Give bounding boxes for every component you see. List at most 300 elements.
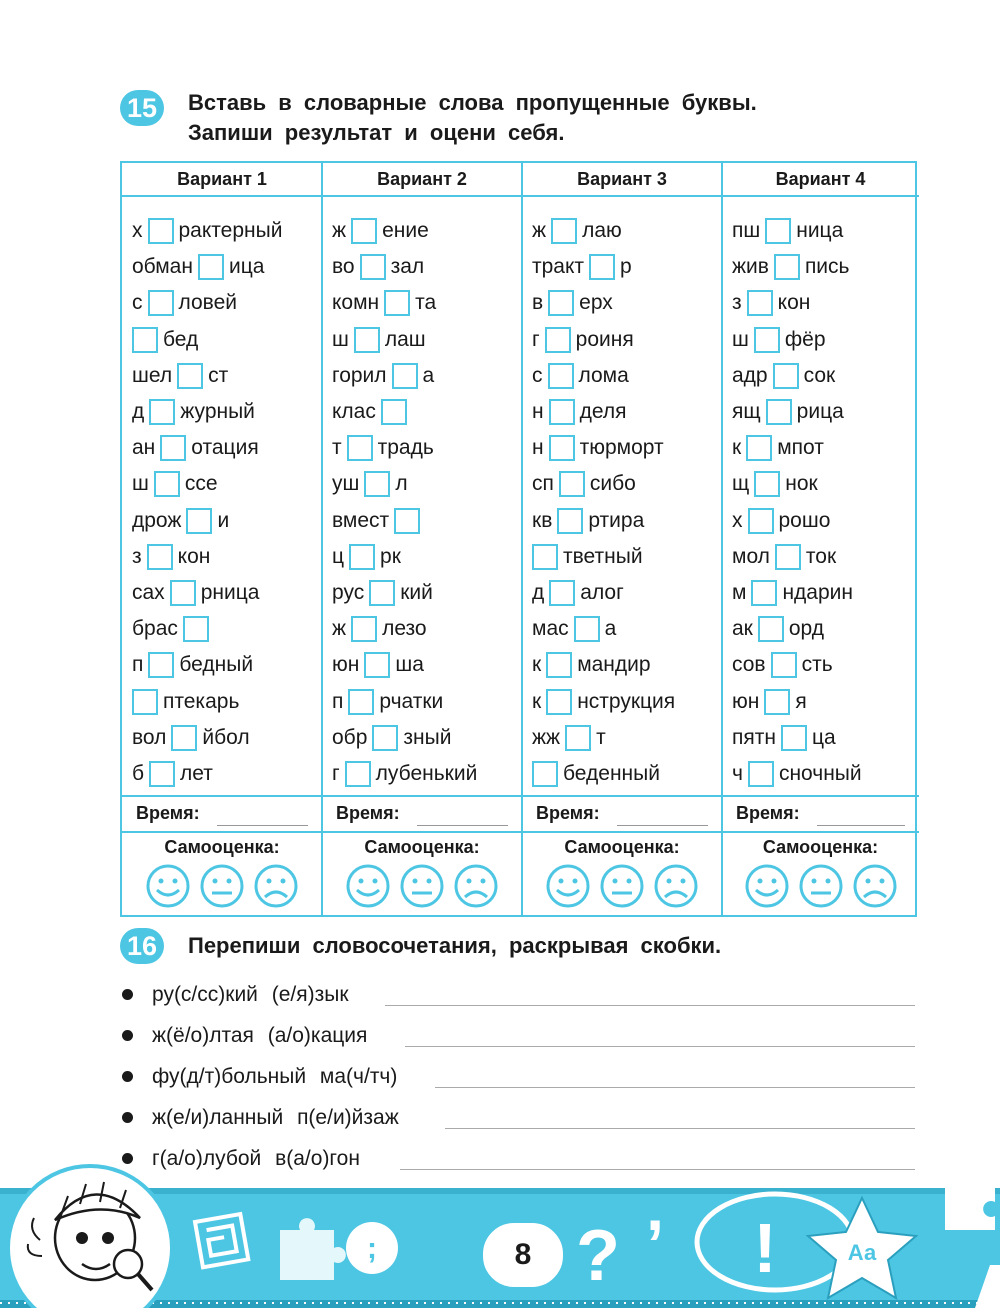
word-prefix: ч [732,762,743,785]
answer-line[interactable] [445,1128,915,1129]
word-prefix: х [732,508,743,532]
word-prefix: шел [132,363,173,387]
letter-box[interactable] [369,580,395,606]
word-prefix: юн [732,689,760,713]
word-suffix: лет [180,762,213,785]
answer-line[interactable] [405,1046,915,1047]
letter-box[interactable] [771,652,797,678]
word-suffix: ндарин [782,581,853,604]
word-suffix: сок [803,363,836,387]
word-row [332,322,426,358]
word-suffix: нок [785,472,818,496]
word-prefix: кв [532,508,553,532]
letter-box[interactable] [574,616,600,642]
word-suffix: орд [788,617,825,641]
comma-icon: , [646,1172,664,1244]
word-suffix: кон [777,291,811,315]
smiley-faces [722,863,919,909]
word-suffix: а [604,617,617,641]
letter-box[interactable] [149,761,175,787]
puzzle-piece-icon [945,1168,995,1230]
word-suffix: ница [796,219,844,242]
letter-box[interactable] [548,290,574,316]
word-row [332,213,429,249]
word-row [532,539,643,575]
variant-header: Вариант 1 [122,163,322,197]
sad-face-icon[interactable] [256,866,296,906]
word-suffix: ток [805,544,837,568]
task-instruction-line1: Вставь в словарные слова пропущенные буквы. [188,90,757,115]
smiley-faces [122,863,322,909]
letter-box[interactable] [170,580,196,606]
letter-box[interactable] [354,327,380,353]
word-suffix: зный [403,725,452,749]
task-number-badge: 16 [120,928,164,964]
letter-box[interactable] [360,254,386,280]
letter-box[interactable] [589,254,615,280]
word-row [532,322,634,358]
word-suffix: ша [395,653,424,677]
word-prefix: вол [132,725,167,749]
word-row [132,647,253,683]
word-row [732,213,843,249]
phrase-text: фу(д/т)больный ма(ч/тч) [152,1065,398,1088]
word-suffix: бедный [179,653,254,677]
word-row [532,611,616,647]
word-prefix: м [732,581,747,604]
time-label: Время: [536,803,600,823]
word-suffix: ица [228,255,265,279]
word-suffix: беденный [563,762,660,785]
letter-box[interactable] [132,327,158,353]
row-divider [122,831,322,833]
word-prefix: обман [132,255,193,279]
self-assessment-label: Самооценка: [564,837,680,857]
word-prefix: горил [332,363,387,387]
word-prefix: адр [732,363,768,387]
word-row [532,285,613,321]
word-suffix: традь [377,436,434,460]
row-divider [322,831,522,833]
variants-table [120,161,917,917]
bullet [122,1112,133,1123]
word-row [132,503,229,539]
letter-box[interactable] [557,508,583,534]
time-input-line[interactable] [817,825,905,826]
word-prefix: сов [732,653,766,677]
letter-box[interactable] [765,218,791,244]
letter-box[interactable] [549,435,575,461]
happy-face-icon[interactable] [348,866,388,906]
word-prefix: сп [532,472,554,496]
word-prefix: к [732,436,742,460]
letter-box[interactable] [565,725,591,751]
word-row [132,684,239,720]
word-suffix: кон [177,544,211,568]
svg-text:;: ; [367,1232,377,1265]
word-row [332,720,451,756]
phrase-text: ж(е/и)ланный п(е/и)йзаж [152,1106,399,1129]
word-row [132,249,264,285]
question-mark-icon: ? [576,1216,620,1296]
variant-column [122,163,322,915]
row-divider [522,795,722,797]
letter-box[interactable] [364,471,390,497]
word-row [532,684,675,720]
word-prefix: д [132,400,145,423]
neutral-face-icon[interactable] [402,866,442,906]
word-suffix: тветный [563,544,643,568]
sad-face-icon[interactable] [456,866,496,906]
word-prefix: щ [732,472,750,496]
word-prefix: тракт [532,255,585,279]
letter-box[interactable] [746,435,772,461]
word-prefix: мол [732,544,770,568]
word-row [732,358,835,394]
letter-box[interactable] [148,290,174,316]
word-prefix: во [332,255,355,279]
sad-face-icon[interactable] [855,866,895,906]
word-prefix: сах [132,581,165,604]
word-prefix: ж [332,617,347,641]
word-row [332,466,408,502]
word-suffix: лома [578,363,629,387]
letter-box[interactable] [183,616,209,642]
row-divider [322,795,522,797]
word-prefix: к [532,653,542,677]
bullet [122,1071,133,1082]
letter-box[interactable] [351,218,377,244]
letter-box[interactable] [171,725,197,751]
letter-box[interactable] [775,544,801,570]
word-prefix: обр [332,725,368,749]
letter-box[interactable] [381,399,407,425]
row-divider [522,831,722,833]
smiley-faces [322,863,522,909]
phrase-text: ру(с/сс)кий (е/я)зык [152,983,349,1006]
letter-box[interactable] [351,616,377,642]
letter-box[interactable] [384,290,410,316]
neutral-face-icon[interactable] [801,866,841,906]
word-row [132,213,282,249]
word-row [132,575,259,611]
letter-box[interactable] [754,471,780,497]
word-prefix: х [132,219,143,242]
word-suffix: ст [208,363,229,387]
word-row [732,647,833,683]
word-row [332,611,427,647]
letter-box[interactable] [751,580,777,606]
word-prefix: ж [332,219,347,242]
word-prefix: п [132,653,144,677]
letter-box[interactable] [548,363,574,389]
word-row [132,430,259,466]
word-prefix: ан [132,436,156,460]
variant-header: Вариант 3 [522,163,722,197]
self-assessment-label: Самооценка: [762,837,879,857]
word-row [332,575,433,611]
word-row [132,322,198,358]
time-input-line[interactable] [617,825,708,826]
word-prefix: ак [732,617,753,641]
word-suffix: журный [180,400,255,423]
phrase-text: ж(ё/о)лтая (а/о)кация [152,1024,368,1047]
word-row [332,647,424,683]
word-row [332,358,434,394]
letter-box[interactable] [148,218,174,244]
word-prefix: уш [332,472,360,496]
word-prefix: жж [532,725,561,749]
word-suffix: сибо [589,472,636,496]
variant-header: Вариант 4 [722,163,919,197]
variant-column [522,163,722,915]
letter-box[interactable] [347,435,373,461]
word-row [532,503,644,539]
word-prefix: д [532,581,545,604]
word-suffix: отация [191,436,259,460]
word-suffix: роиня [575,327,634,351]
word-suffix: кий [400,581,433,604]
word-suffix: птекарь [163,689,240,713]
word-prefix: дрож [132,508,182,532]
word-suffix: сть [801,653,833,677]
word-prefix: пятн [732,725,776,749]
word-suffix: пись [804,255,850,279]
word-row [532,720,606,756]
letter-box[interactable] [132,689,158,715]
letter-box[interactable] [748,761,774,787]
word-prefix: п [332,689,344,713]
letter-box[interactable] [748,508,774,534]
letter-box[interactable] [764,689,790,715]
letter-box[interactable] [559,471,585,497]
word-prefix: вмест [332,508,390,532]
word-row [332,249,424,285]
word-row [532,575,624,611]
word-row [732,684,807,720]
word-prefix: брас [132,617,178,641]
word-suffix: и [217,508,230,532]
word-suffix: нструкция [577,689,676,713]
task-instruction-line2: Запиши результат и оцени себя. [188,120,565,145]
letter-box[interactable] [186,508,212,534]
word-prefix: б [132,762,145,785]
detective-boy-icon [8,1166,172,1308]
word-prefix: г [332,762,340,785]
phrase-text: г(а/о)лубой в(а/о)гон [152,1147,360,1170]
word-suffix: ерх [579,291,613,315]
word-suffix: ссе [184,472,218,496]
word-row [732,249,849,285]
word-suffix: т [596,725,606,749]
letter-box[interactable] [394,508,420,534]
letter-box[interactable] [754,327,780,353]
word-suffix: тюрморт [579,436,664,460]
variant-column [722,163,919,915]
letter-box[interactable] [545,327,571,353]
row-divider [722,831,919,833]
word-suffix: лаш [384,327,426,351]
letter-box[interactable] [372,725,398,751]
letter-box[interactable] [774,254,800,280]
svg-text:Аа: Аа [847,1240,877,1265]
letter-box[interactable] [546,652,572,678]
letter-box[interactable] [747,290,773,316]
word-row [332,394,412,430]
variant-column [322,163,522,915]
sad-face-icon[interactable] [656,866,696,906]
letter-box[interactable] [154,471,180,497]
word-row [532,466,636,502]
word-row [732,430,824,466]
word-suffix: ртира [588,508,645,532]
letter-box[interactable] [198,254,224,280]
word-prefix: с [532,363,543,387]
self-assessment-label: Самооценка: [364,837,480,857]
letter-box[interactable] [147,544,173,570]
variant-header: Вариант 2 [322,163,522,197]
word-row [732,611,824,647]
word-suffix: лубенький [375,762,478,785]
word-row [732,322,826,358]
word-row [132,611,214,647]
letter-box[interactable] [551,218,577,244]
time-label: Время: [336,803,400,823]
letter-box[interactable] [348,689,374,715]
row-divider [122,795,322,797]
word-suffix: а [422,363,435,387]
letter-box[interactable] [758,616,784,642]
smiley-faces [522,863,722,909]
answer-line[interactable] [435,1087,915,1088]
letter-box[interactable] [160,435,186,461]
word-prefix: комн [332,291,380,315]
word-suffix: сночный [778,762,862,785]
word-row [332,684,443,720]
word-row [532,756,660,792]
bullet [122,989,133,1000]
happy-face-icon[interactable] [148,866,188,906]
word-row [132,358,228,394]
word-suffix: рактерный [178,219,283,242]
word-prefix: мас [532,617,569,641]
letter-box[interactable] [781,725,807,751]
row-divider [722,795,919,797]
exclamation-icon: ! [753,1209,777,1287]
word-row [532,249,632,285]
word-row [332,756,477,792]
word-prefix: ш [732,327,749,351]
word-row [332,285,436,321]
answer-line[interactable] [385,1005,915,1006]
word-suffix: я [795,689,807,713]
word-prefix: г [532,327,540,351]
word-prefix: ш [332,327,349,351]
word-prefix: пш [732,219,761,242]
word-row [332,430,434,466]
letter-box[interactable] [549,399,575,425]
word-suffix: рчатки [379,689,444,713]
happy-face-icon[interactable] [747,866,787,906]
word-suffix: фёр [784,327,826,351]
word-prefix: юн [332,653,360,677]
word-row [132,539,210,575]
word-row [132,466,218,502]
neutral-face-icon[interactable] [202,866,242,906]
word-row [732,394,844,430]
word-prefix: ц [332,544,345,568]
word-prefix: ж [532,219,547,242]
word-row [332,539,401,575]
letter-box[interactable] [766,399,792,425]
letter-box[interactable] [149,399,175,425]
letter-box[interactable] [546,689,572,715]
time-label: Время: [136,803,200,823]
task16-instruction: Перепиши словосочетания, раскрывая скобки. [188,933,722,958]
letter-box[interactable] [148,652,174,678]
word-suffix: мандир [577,653,651,677]
word-row [132,394,255,430]
time-input-line[interactable] [217,825,308,826]
word-row [132,720,250,756]
letter-box[interactable] [349,544,375,570]
letter-box[interactable] [773,363,799,389]
time-input-line[interactable] [417,825,508,826]
letter-box[interactable] [345,761,371,787]
word-row [532,394,626,430]
word-suffix: р [620,255,632,279]
word-suffix: ение [382,219,429,242]
word-row [532,430,664,466]
word-row [332,503,425,539]
page-number: 8 [480,1220,566,1290]
word-row [132,285,237,321]
letter-box[interactable] [549,580,575,606]
word-suffix: ца [811,725,836,749]
letter-box[interactable] [532,544,558,570]
word-row [732,720,836,756]
word-row [732,503,830,539]
word-prefix: з [132,544,142,568]
word-suffix: зал [390,255,425,279]
word-row [132,756,213,792]
word-suffix: та [415,291,437,315]
word-row [732,466,818,502]
word-prefix: клас [332,400,376,423]
word-row [532,213,622,249]
word-suffix: рница [200,581,260,604]
word-prefix: в [532,291,544,315]
letter-box[interactable] [392,363,418,389]
time-label: Время: [736,803,800,823]
word-prefix: рус [332,581,365,604]
letter-box[interactable] [177,363,203,389]
word-prefix: к [532,689,542,713]
neutral-face-icon[interactable] [602,866,642,906]
word-suffix: ловей [178,291,237,315]
word-suffix: деля [579,400,627,423]
word-row [732,285,810,321]
word-prefix: ш [132,472,149,496]
letter-box[interactable] [364,652,390,678]
happy-face-icon[interactable] [548,866,588,906]
letter-box[interactable] [532,761,558,787]
self-assessment-label: Самооценка: [164,837,280,857]
word-suffix: рица [796,400,844,423]
task-number-badge: 15 [120,90,164,126]
word-row [732,575,853,611]
word-row [532,647,651,683]
